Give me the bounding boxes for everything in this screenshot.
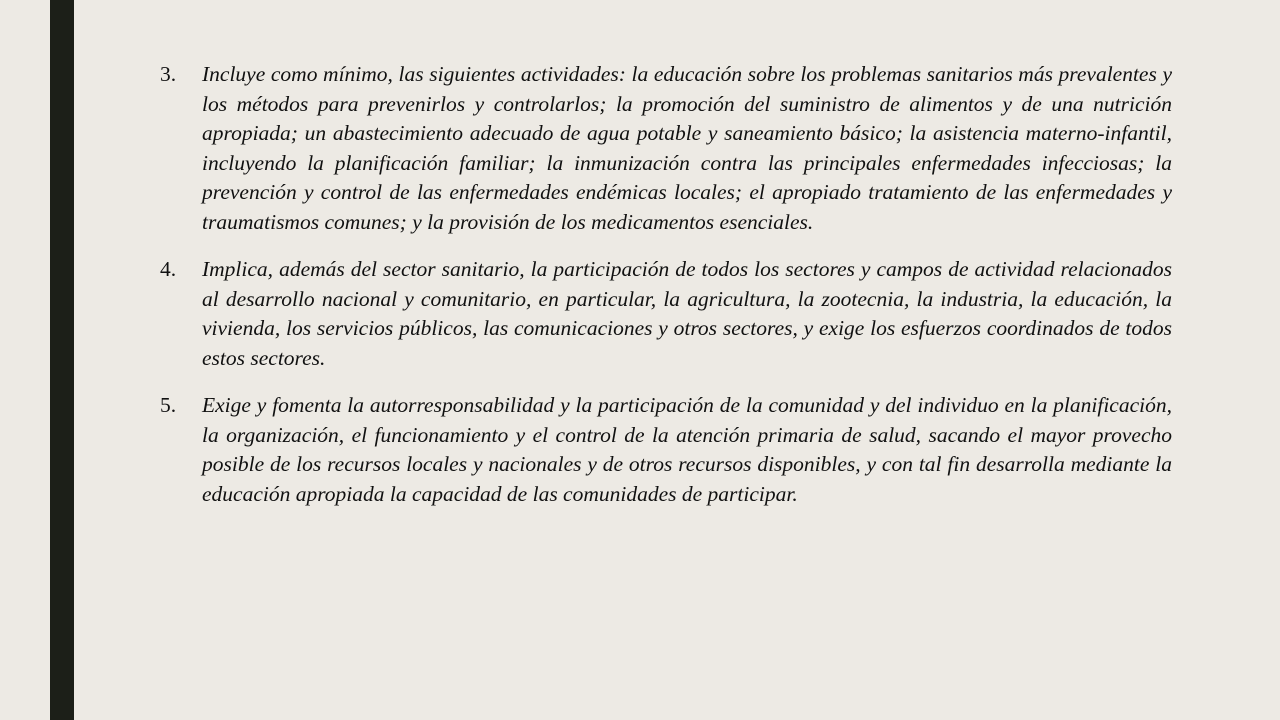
list-item-number: 3. — [160, 62, 177, 86]
side-accent-bar — [50, 0, 74, 720]
list-item-text: Implica, además del sector sanitario, la participación de todos los sectores y campos de actividad relacionados al desarrollo nacional y comunitario, en particular, la agricultura, la zootecnia, la industria, la educación, la vivienda, los servicios públicos, las comunicaciones y otros sectores, y exige los esfuerzos coordinados de todos estos sectores. — [202, 257, 1172, 370]
numbered-list — [160, 60, 1172, 527]
list-item-text: Incluye como mínimo, las siguientes actividades: la educación sobre los problemas sanitarios más prevalentes y los métodos para prevenirlos y controlarlos; la promoción del suministro de alimentos y de una nutrición apropiada; un abastecimiento adecuado de agua potable y saneamiento básico; la asistencia materno-infantil, incluyendo la planificación familiar; la inmunización contra las principales enfermedades infecciosas; la prevención y control de las enfermedades endémicas locales; el apropiado tratamiento de las enfermedades y traumatismos comunes; y la provisión de los medicamentos esenciales. — [202, 62, 1172, 234]
list-item-text: Exige y fomenta la autorresponsabilidad y la participación de la comunidad y del individuo en la planificación, la organización, el funcionamiento y el control de la atención primaria de salud, sacando el mayor provecho posible de los recursos locales y nacionales y de otros recursos disponibles, y con tal fin desarrolla mediante la educación apropiada la capacidad de las comunidades de participar. — [202, 393, 1172, 506]
list-item-3 — [160, 60, 1172, 237]
list-item-5 — [160, 391, 1172, 509]
list-item-number: 4. — [160, 257, 177, 281]
list-item-4 — [160, 255, 1172, 373]
list-item-number: 5. — [160, 393, 177, 417]
